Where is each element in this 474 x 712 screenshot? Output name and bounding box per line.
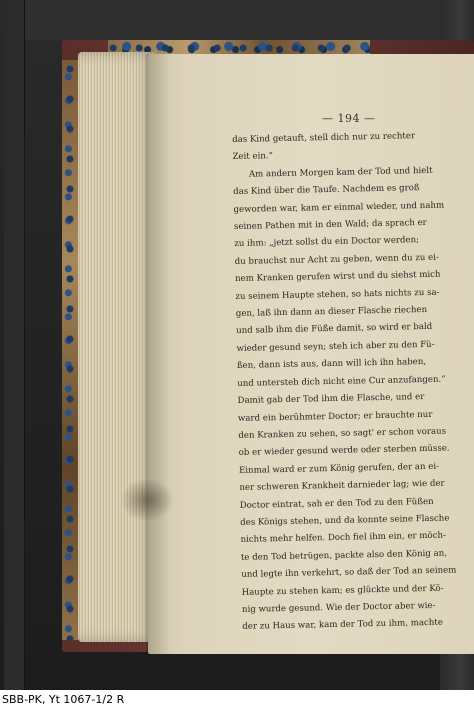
- text-line: Damit gab der Tod ihm die Flasche, und er: [237, 392, 425, 407]
- text-line: und legte ihn verkehrt, so daß der Tod an seinem: [241, 565, 457, 581]
- text-line: den Kranken zu sehen, so sagt' er schon voraus: [238, 426, 447, 441]
- scanner-top-band: [6, 0, 474, 40]
- text-line: der zu Haus war, kam der Tod zu ihm, machte: [242, 618, 444, 633]
- text-line: das Kind über die Taufe. Nachdem es groß: [233, 183, 420, 198]
- text-line: Haupte zu stehen kam; es glückte und der Kö-: [241, 583, 444, 598]
- text-line: ward ein berühmter Doctor; er brauchte nur: [237, 409, 433, 424]
- text-line: und salb ihm die Füße damit, so wird er bald: [236, 322, 433, 337]
- text-line: zu seinem Haupte stehen, so hats nichts zu sa-: [235, 287, 440, 302]
- page-stain: [120, 478, 174, 522]
- text-line: Doctor eintrat, sah er den Tod zu den Füßen: [239, 496, 434, 511]
- text-line: Zeit ein.“: [232, 151, 274, 163]
- page-text: [232, 127, 474, 637]
- text-line: nig wurde gesund. Wie der Doctor aber wie-: [241, 600, 436, 615]
- text-line: das Kind getauft, stell dich nur zu rechter: [232, 131, 416, 145]
- text-line: ßen, dann ists aus, dann will ich ihn haben,: [236, 357, 427, 372]
- text-line: du brauchst nur Acht zu geben, wenn du zu ei-: [234, 252, 439, 267]
- text-line: und untersteh dich nicht eine Cur anzufangen.“: [237, 374, 446, 389]
- text-line: Einmal ward er zum König gerufen, der an ei-: [238, 461, 440, 476]
- text-line: ner schweren Krankheit darnieder lag; wie der: [239, 478, 445, 494]
- text-line: nichts mehr helfen. Doch fiel ihm ein, er möch-: [240, 530, 447, 546]
- footer-shelfmark: SBB-PK, Yt 1067-1/2 R: [2, 693, 125, 706]
- text-line: wieder gesund seyn; steh ich aber zu den Fü-: [236, 339, 435, 354]
- text-line: ob er wieder gesund werde oder sterben müsse.: [238, 443, 450, 459]
- text-line: geworden war, kam er einmal wieder, und nahm: [233, 200, 445, 215]
- text-line: des Königs stehen, und da konnte seine Flasche: [240, 513, 450, 528]
- text-line: te den Tod betrügen, packte also den König an,: [240, 548, 448, 563]
- page-gutter-shadow: [146, 54, 170, 654]
- text-line: seinen Pathen mit in den Wald; da sprach er: [233, 217, 427, 233]
- scanner-left-tab: [4, 0, 25, 690]
- page-edges: [78, 52, 156, 642]
- marbled-edge-left: [62, 60, 78, 640]
- text-line: zu ihm: „jetzt sollst du ein Doctor werden;: [234, 235, 420, 250]
- page-number: — 194 —: [322, 112, 376, 125]
- text-line: Am andern Morgen kam der Tod und hielt: [248, 165, 433, 180]
- text-line: gen, laß ihn dann an dieser Flasche riechen: [235, 305, 428, 320]
- text-line: nem Kranken gerufen wirst und du siehst mich: [234, 269, 441, 285]
